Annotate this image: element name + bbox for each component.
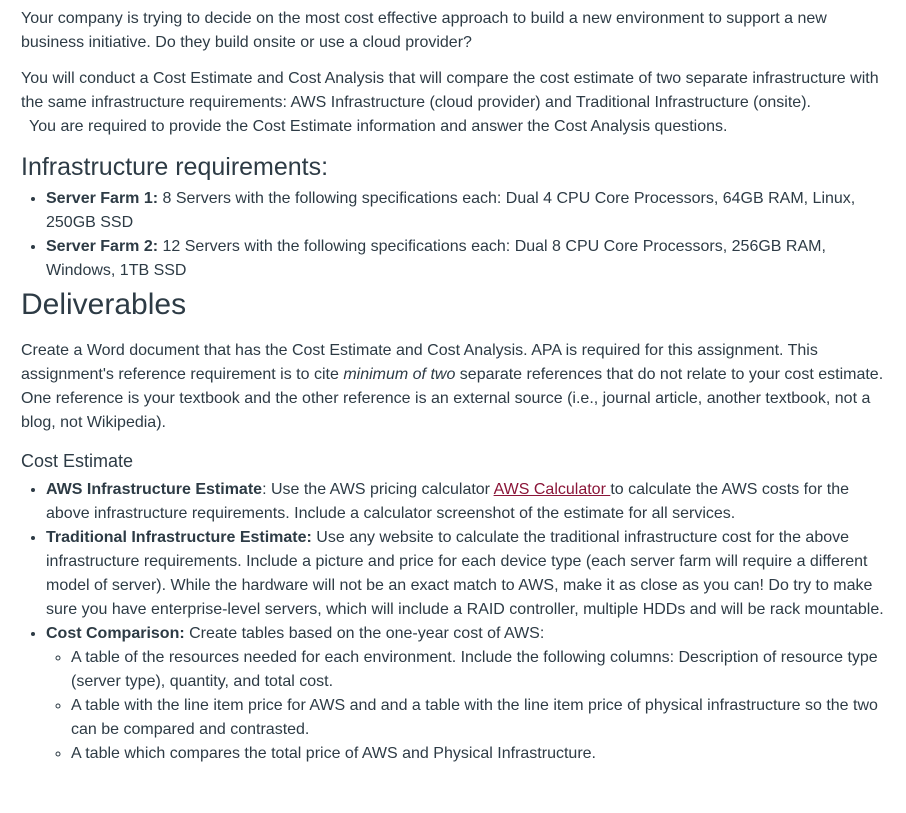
aws-estimate-text-1: : Use the AWS pricing calculator [262, 481, 494, 498]
aws-estimate-label: AWS Infrastructure Estimate [46, 481, 263, 498]
list-item [46, 187, 886, 235]
intro-paragraph-1: Your company is trying to decide on the most cost effective approach to build a new environment to support a new business initiative. Do they build onsite or use a cloud provider? [21, 10, 827, 51]
cost-comparison-label: Cost Comparison: [46, 625, 185, 642]
intro-paragraph-2-line2: You are required to provide the Cost Estimate information and answer the Cost Analysis questions. [29, 118, 728, 135]
server-farm-2-label: Server Farm 2: [46, 238, 159, 255]
deliverables-emphasis: minimum of two [343, 366, 456, 383]
server-farm-1-label: Server Farm 1: [46, 190, 159, 207]
traditional-estimate-label: Traditional Infrastructure Estimate: [46, 529, 312, 546]
server-farm-1-text: 8 Servers with the following specifications each: Dual 4 CPU Core Processors, 64GB RAM, Linux, 250GB SSD [46, 190, 856, 231]
cost-estimate-heading: Cost Estimate [21, 451, 134, 471]
traditional-estimate-text: Use any website to calculate the traditional infrastructure cost for the above infrastructure requirements. Include a picture and price for each device type (each server farm will require a different model of server). While the hardware will not be an exact match to AWS, make it as close as you can! Do try to make sure you have enterprise-level servers, which will include a RAID controller, multiple HDDs and will be rack mountable. [46, 529, 884, 618]
aws-calculator-link[interactable]: AWS Calculator [493, 481, 611, 498]
list-item [46, 235, 886, 283]
intro-paragraph-2-line1: You will conduct a Cost Estimate and Cost Analysis that will compare the cost estimate of two separate infrastructure with the same infrastructure requirements: AWS Infrastructure (cloud provider) and Traditional Infrastructure (onsite). [21, 70, 879, 111]
cost-estimate-list [21, 478, 886, 766]
server-farm-2-text: 12 Servers with the following specifications each: Dual 8 CPU Core Processors, 256GB RAM, Windows, 1TB SSD [46, 238, 826, 279]
intro-paragraph-2 [21, 67, 886, 139]
list-item: ◦ A table of the resources needed for each environment. Include the following columns: Description of resource type (server type), quantity, and total cost. [71, 646, 886, 694]
list-item [46, 478, 886, 526]
list-item [46, 526, 886, 622]
deliverables-paragraph [21, 339, 886, 435]
cost-comparison-text: Create tables based on the one-year cost of AWS: [184, 625, 545, 642]
list-item [46, 622, 886, 766]
cost-comparison-sublist [46, 646, 886, 766]
list-item: ◦ A table with the line item price for AWS and and a table with the line item price of physical infrastructure so the two can be compared and contrasted. [71, 694, 886, 742]
deliverables-text-1: Create a Word document that has the Cost Estimate and Cost Analysis. APA is required for this assignment. This assignment's reference requirement is to cite [21, 342, 818, 383]
aws-estimate-text-2: to calculate the AWS costs for the above infrastructure requirements. Include a calculator screenshot of the estimate for all services. [46, 481, 849, 522]
deliverables-text-2: separate references that do not relate to your cost estimate. One reference is your textbook and the other reference is an external source (i.e., journal article, another textbook, not a blog, not Wikipedia). [21, 366, 884, 431]
list-item: ◦ A table which compares the total price of AWS and Physical Infrastructure. [71, 742, 886, 766]
requirements-list [21, 187, 886, 283]
requirements-heading: Infrastructure requirements: [21, 153, 329, 181]
deliverables-heading: Deliverables [21, 288, 187, 321]
